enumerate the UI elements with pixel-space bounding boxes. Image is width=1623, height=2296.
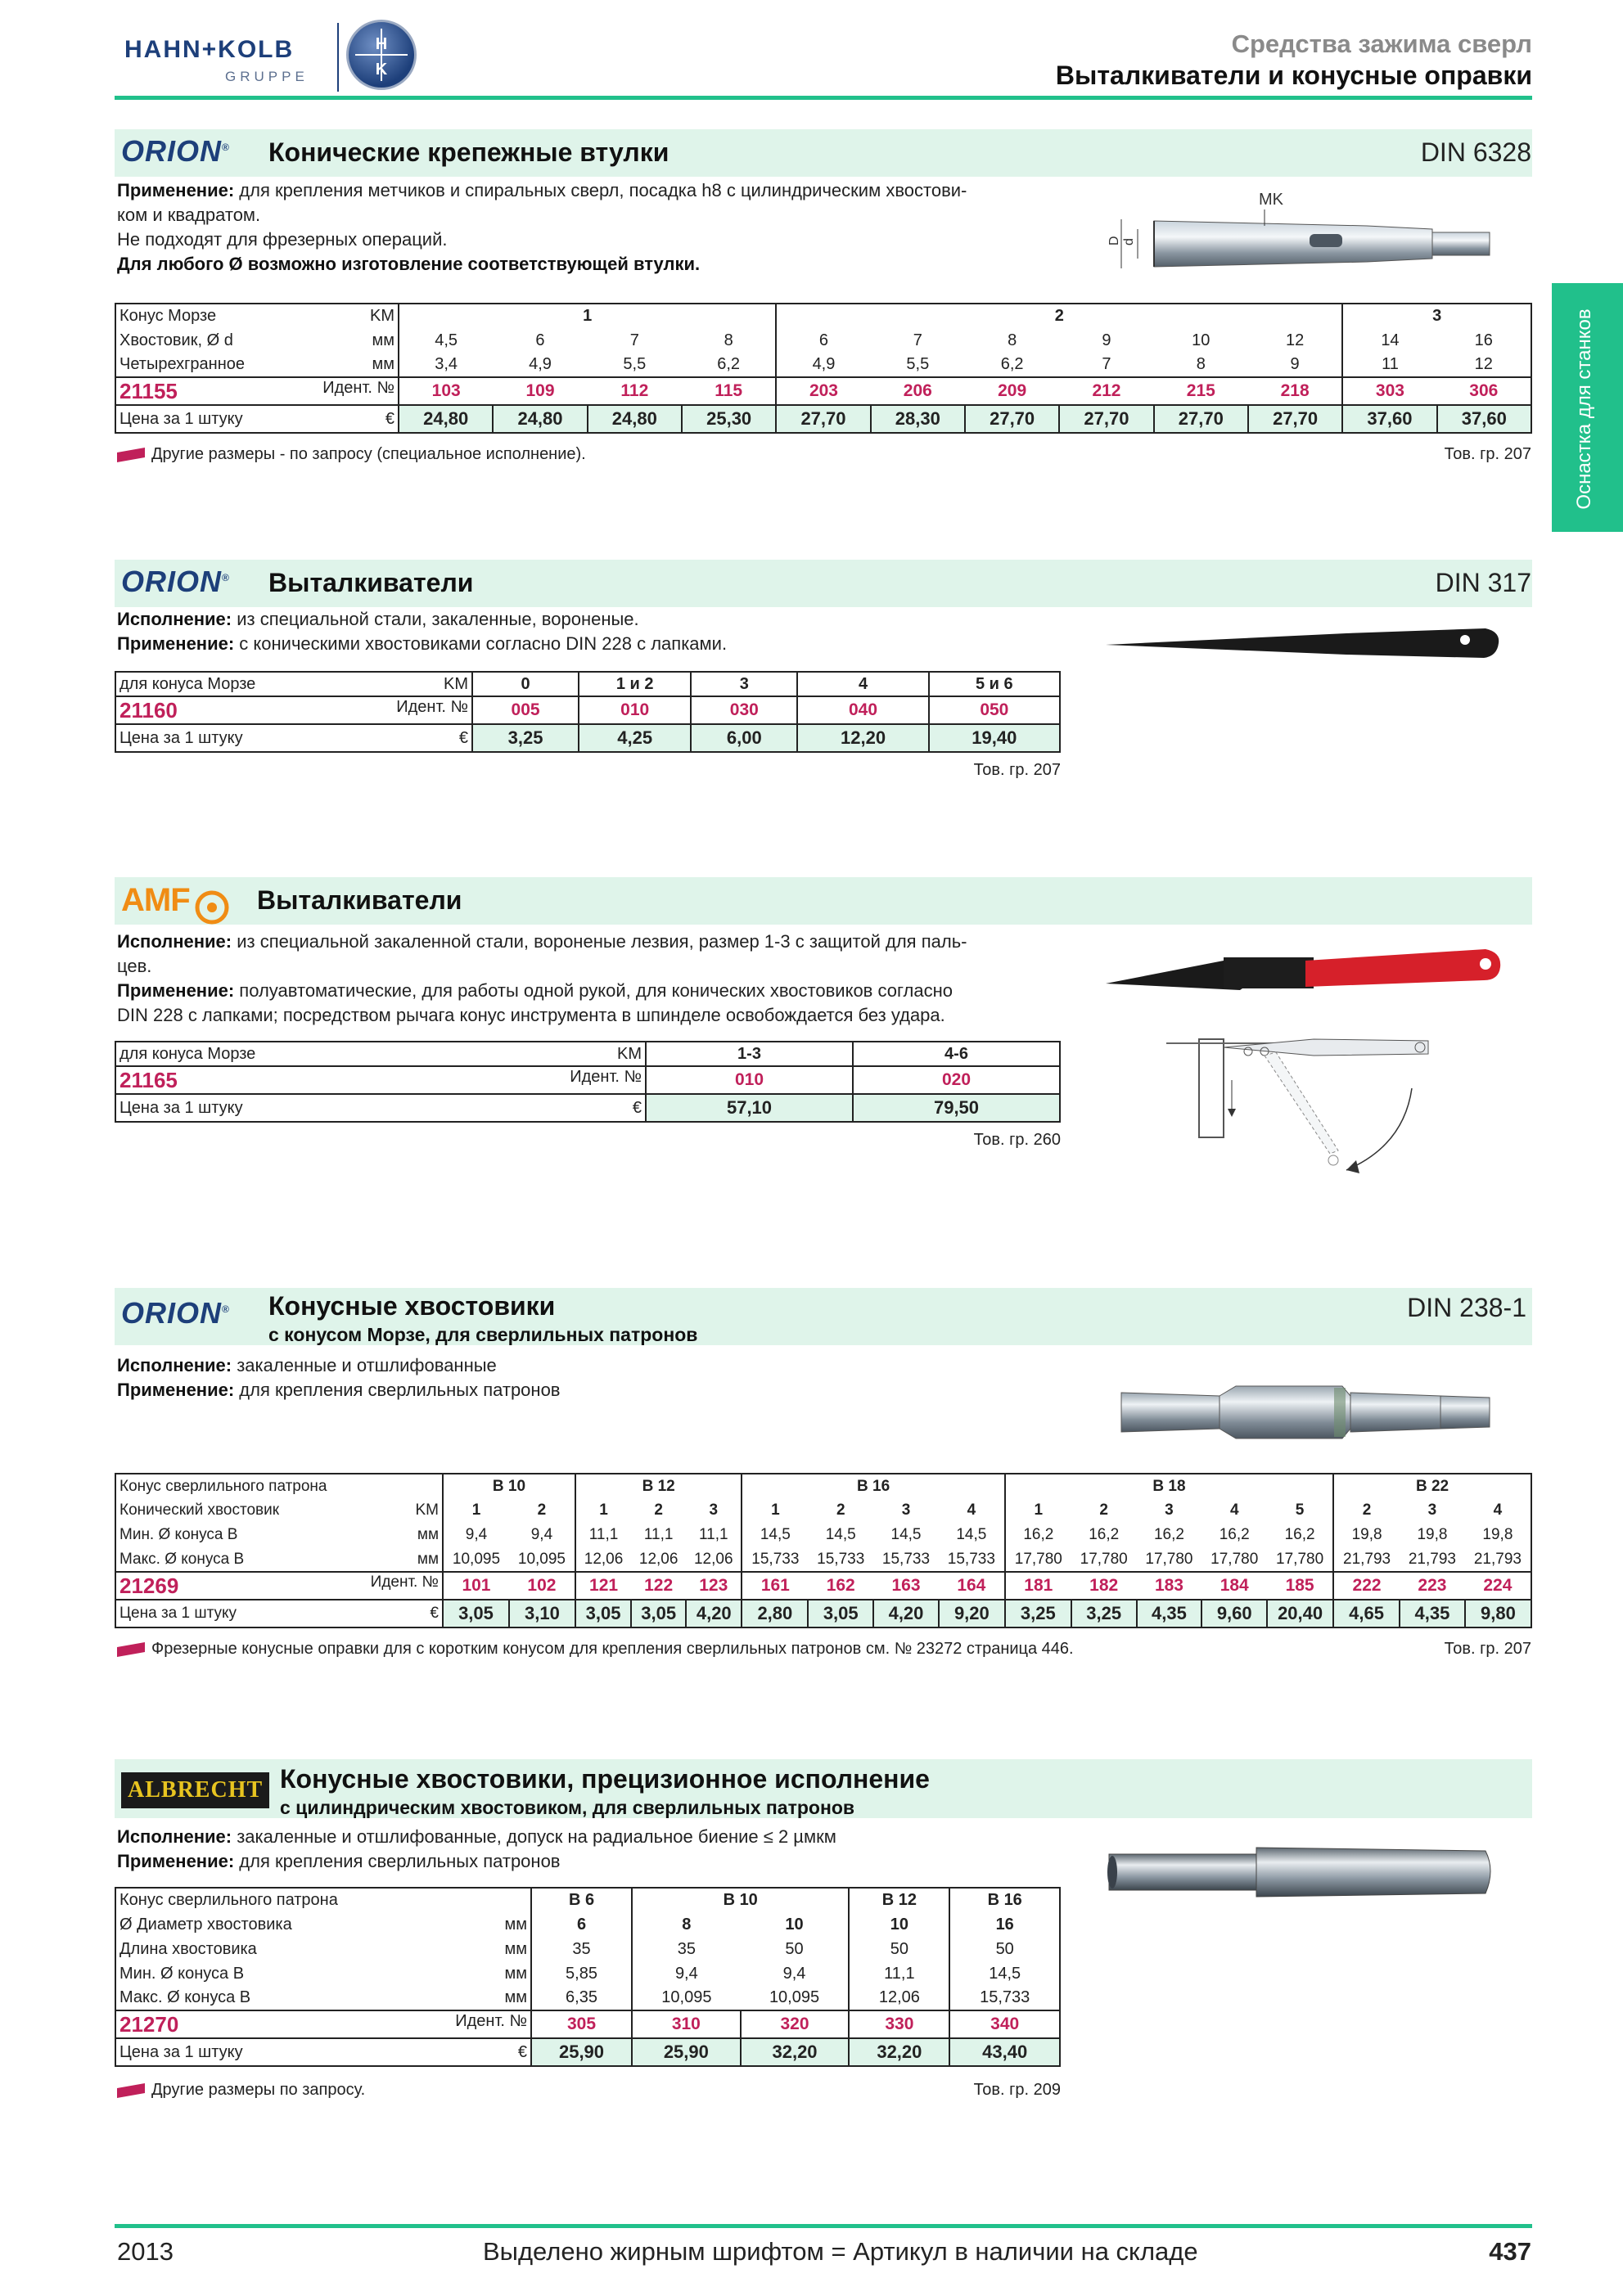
morse-taper-label: MK — [1259, 191, 1283, 209]
table-cell: 161 — [742, 1572, 808, 1600]
din-standard: DIN 6328 — [1420, 137, 1531, 167]
section-title: Выталкиватели — [257, 885, 462, 915]
price-row: Цена за 1 штуку € 57,10 79,50 — [115, 1094, 1060, 1122]
id-row — [115, 1572, 1531, 1600]
table-row: Макс. Ø конуса B мм 6,35 10,095 10,095 12,06 15,733 — [115, 1986, 1060, 2010]
table-cell: 17,780 — [1145, 1550, 1193, 1568]
table-cell: 21,793 — [1408, 1550, 1456, 1568]
id-row: 21160 Идент. № 005 010 030 040 050 — [115, 696, 1060, 724]
table-cell: 3,25 — [1071, 1600, 1137, 1627]
price-row: Цена за 1 штуку € 3,25 4,25 6,00 12,20 19,40 — [115, 724, 1060, 752]
table-cell: 5 — [1295, 1501, 1305, 1519]
product-group: Тов. гр. 207 — [973, 761, 1061, 779]
table-cell: 4,35 — [1400, 1600, 1465, 1627]
section-description: Исполнение: закаленные и отшлифованные Применение: для крепления сверлильных патронов — [117, 1355, 561, 1400]
table-cell: 11,1 — [575, 1523, 631, 1547]
table-cell: 4,20 — [686, 1600, 742, 1627]
table-cell: 102 — [527, 1576, 557, 1595]
table-cell: 185 — [1285, 1576, 1314, 1595]
table-cell: 3,05 — [575, 1600, 631, 1627]
product-group: Тов. гр. 260 — [973, 1131, 1061, 1149]
table-cell: 222 — [1333, 1572, 1400, 1600]
row-label: Цена за 1 штуку € — [119, 1605, 439, 1622]
row-label: Конус Морзе KM — [119, 307, 394, 325]
product-group: Тов. гр. 209 — [973, 2081, 1061, 2099]
table-cell: 3,05 — [631, 1600, 686, 1627]
section-description: Исполнение: закаленные и отшлифованные, допуск на радиальное биение ≤ 2 µмкм Применение: для крепления сверлильных патронов — [117, 1826, 836, 1871]
table-cell: 19,8 — [1333, 1523, 1400, 1547]
table-cell: 12,06 — [575, 1547, 631, 1572]
amf-gear-icon — [193, 889, 231, 926]
article-number: 21165 — [119, 1067, 178, 1092]
article-number: 21160 — [119, 697, 178, 723]
diameter-d-label: D — [1107, 236, 1121, 245]
taper-sleeve-drawing — [1097, 187, 1506, 301]
table-cell: 3,10 — [509, 1600, 575, 1627]
precision-arbor-drawing — [1101, 1830, 1502, 1911]
table-cell: 3,25 — [1005, 1600, 1071, 1627]
arbor-spec-table — [115, 1473, 1532, 1628]
table-cell: 3 — [901, 1501, 911, 1519]
table-cell: 16,2 — [1153, 1526, 1184, 1543]
table-note: Другие размеры по запросу. — [117, 2081, 365, 2100]
table-cell: 3 — [709, 1501, 719, 1519]
orion-brand-logo: ORION® — [121, 134, 230, 168]
company-logo: HAHN+KOLB — [124, 36, 295, 63]
table-cell: 19,8 — [1417, 1526, 1448, 1543]
table-cell: 9,80 — [1465, 1600, 1531, 1627]
table-cell: 3,05 — [443, 1600, 509, 1627]
table-cell: 16,2 — [1284, 1526, 1315, 1543]
row-label: 21269 Идент. № — [119, 1573, 439, 1598]
drift-spec-table — [115, 671, 1061, 753]
article-number: 21270 — [119, 2011, 179, 2037]
table-cell: 20,40 — [1267, 1600, 1333, 1627]
table-row: Конус сверлильного патрона B 6 B 10 B 12 B 16 — [115, 1888, 1060, 1912]
company-logo-sub: GRUPPE — [225, 69, 309, 84]
table-cell: 12,06 — [693, 1550, 733, 1568]
table-cell: 21,793 — [1473, 1550, 1522, 1568]
table-cell: 19,8 — [1482, 1526, 1513, 1543]
table-cell: 2 — [537, 1501, 547, 1519]
article-number: 21269 — [119, 1573, 179, 1598]
table-cell: 17,780 — [1276, 1550, 1324, 1568]
svg-text:K: K — [375, 61, 388, 79]
section-title: Конические крепежные втулки — [268, 137, 669, 167]
table-row — [115, 1523, 1531, 1547]
header — [115, 18, 1532, 100]
price-row: Цена за 1 штуку € 25,90 25,90 32,20 32,20 43,40 — [115, 2038, 1060, 2066]
svg-text:H: H — [375, 35, 388, 53]
table-cell: 4,35 — [1137, 1600, 1202, 1627]
table-cell: 123 — [699, 1576, 728, 1595]
table-cell: 9,4 — [530, 1526, 553, 1543]
row-label: Макс. Ø конуса B мм — [119, 1550, 439, 1568]
hk-emblem-icon — [346, 20, 417, 90]
table-cell: 3 — [1165, 1501, 1174, 1519]
table-cell: 12,06 — [638, 1550, 679, 1568]
table-cell: 122 — [644, 1576, 674, 1595]
table-cell: 4 — [967, 1501, 976, 1519]
side-tab-label: Оснастка для станков — [1573, 308, 1595, 510]
diameter-inner-label: d — [1122, 238, 1136, 245]
sleeve-spec-table — [115, 303, 1532, 434]
table-cell: 11,1 — [643, 1526, 674, 1543]
table-cell: 21,793 — [1333, 1547, 1400, 1572]
table-cell: 15,733 — [742, 1547, 808, 1572]
drift-drawing — [1101, 620, 1502, 669]
table-row: Ø Диаметр хвостовика мм 6 8 10 10 16 — [115, 1912, 1060, 1937]
table-cell: 15,733 — [881, 1550, 931, 1568]
table-cell: 11,1 — [698, 1526, 728, 1543]
table-cell: 182 — [1089, 1576, 1119, 1595]
km-group: 3 — [1342, 304, 1531, 328]
table-row — [115, 1547, 1531, 1572]
table-note: Фрезерные конусные оправки для с коротким конусом для крепления сверлильных патронов см. № 23272 страница 446. — [117, 1640, 1074, 1659]
table-row: Четырехгранное мм 3,4 4,9 5,5 6,2 4,9 5,5 6,2 7 8 9 11 12 — [115, 353, 1531, 377]
header-title: Выталкиватели и конусные оправки — [1055, 61, 1532, 90]
table-cell: 14,5 — [956, 1526, 987, 1543]
table-cell: 2 — [654, 1501, 663, 1519]
arbor-drawing — [1113, 1371, 1498, 1453]
table-row: Мин. Ø конуса B мм 5,85 9,4 9,4 11,1 14,5 — [115, 1961, 1060, 1986]
table-cell: 164 — [957, 1576, 986, 1595]
section-title: Конусные хвостовики, прецизионное исполнение — [280, 1764, 930, 1794]
table-cell: 4,20 — [873, 1600, 939, 1627]
side-tab — [1552, 283, 1623, 532]
product-group: Тов. гр. 207 — [1444, 445, 1531, 463]
table-cell: 1 — [742, 1498, 808, 1523]
table-cell: 10,095 — [517, 1550, 566, 1568]
table-cell: 9,4 — [443, 1523, 509, 1547]
table-cell: 14,5 — [890, 1526, 922, 1543]
table-row: для конуса Морзе KM 1-3 4-6 — [115, 1042, 1060, 1066]
km-group: 1 — [399, 304, 776, 328]
table-cell: 14,5 — [825, 1526, 856, 1543]
section-description: Исполнение: из специальной закаленной стали, вороненые лезвия, размер 1-3 с защитой для паль- цев. Применение: полуавтоматические, для работы одной рукой, для конических хвостовиков согласно DIN 228 с лапками; посредством рычага конус инструмента в шпинделе освобождается без удара. — [117, 931, 967, 1025]
arrow-icon — [117, 448, 145, 462]
section-subtitle: с цилиндрическим хвостовиком, для сверлильных патронов — [280, 1797, 855, 1818]
table-row: для конуса Морзе KM 0 1 и 2 3 4 5 и 6 — [115, 672, 1060, 696]
footer-legend: Выделено жирным шрифтом = Артикул в наличии на складе — [483, 2237, 1198, 2266]
arrow-icon — [117, 1642, 145, 1657]
din-standard: DIN 238-1 — [1407, 1293, 1526, 1322]
table-row: Хвостовик, Ø d мм 4,5 6 7 8 6 7 8 9 10 12 14 16 — [115, 328, 1531, 353]
page-number: 437 — [1489, 2237, 1531, 2266]
table-cell: 17,780 — [1005, 1547, 1071, 1572]
article-number: 21155 — [119, 378, 178, 403]
footer-year: 2013 — [117, 2237, 174, 2266]
table-cell: 10,095 — [443, 1547, 509, 1572]
table-cell: 2 — [1333, 1498, 1400, 1523]
table-row: Длина хвостовика мм 35 35 50 50 50 — [115, 1937, 1060, 1961]
logo-divider — [337, 23, 339, 92]
id-row: 21165 Идент. № 010 020 — [115, 1066, 1060, 1094]
price-row: Цена за 1 штуку € 24,80 24,80 24,80 25,30 27,70 28,30 27,70 27,70 27,70 27,70 37,60 37,60 — [115, 405, 1531, 433]
table-cell: 9,60 — [1201, 1600, 1267, 1627]
table-cell: 3 — [1427, 1501, 1437, 1519]
table-cell: 2 — [1099, 1501, 1108, 1519]
table-cell: 2 — [836, 1501, 845, 1519]
row-label: Мин. Ø конуса B мм — [119, 1526, 439, 1543]
ejector-drawing — [1101, 941, 1510, 1186]
table-cell: 17,780 — [1210, 1550, 1259, 1568]
orion-brand-logo: ORION® — [121, 565, 230, 598]
price-row — [115, 1600, 1531, 1627]
table-cell: 4,65 — [1333, 1600, 1400, 1627]
table-cell: 16,2 — [1219, 1526, 1250, 1543]
id-row: 21270 Идент. № 305 310 320 330 340 — [115, 2010, 1060, 2038]
product-group: Тов. гр. 207 — [1444, 1640, 1531, 1658]
table-cell: 14,5 — [742, 1523, 808, 1547]
table-cell: 223 — [1418, 1576, 1447, 1595]
table-cell: 121 — [575, 1572, 631, 1600]
table-cell: 224 — [1483, 1576, 1513, 1595]
section-title: Конусные хвостовики — [268, 1291, 556, 1321]
table-cell: 181 — [1005, 1572, 1071, 1600]
arrow-icon — [117, 2083, 145, 2098]
table-cell: 3,05 — [808, 1600, 873, 1627]
ejector-spec-table — [115, 1041, 1061, 1123]
table-cell: 1 — [1005, 1498, 1071, 1523]
table-cell: 4 — [1229, 1501, 1239, 1519]
table-cell: 17,780 — [1080, 1550, 1128, 1568]
section-description: Применение: для крепления метчиков и спиральных сверл, посадка h8 с цилиндрическим хвостови- ком и квадратом. Не подходят для фрезерных операций. Для любого Ø возможно изготовление соответствующей втулки. — [117, 180, 967, 274]
header-rule — [115, 96, 1532, 100]
table-cell: 183 — [1154, 1576, 1183, 1595]
id-row: 21155 Идент. № 103 109 112 115 203 206 209 212 215 218 303 306 — [115, 377, 1531, 405]
table-cell: 9,20 — [939, 1600, 1005, 1627]
table-row — [115, 1498, 1531, 1523]
section-description: Исполнение: из специальной стали, закаленные, вороненые. Применение: с коническими хвостовиками согласно DIN 228 с лапками. — [117, 609, 728, 654]
orion-brand-logo: ORION® — [121, 1296, 230, 1330]
precision-arbor-table — [115, 1887, 1061, 2067]
table-cell: 16,2 — [1005, 1523, 1071, 1547]
amf-brand-logo: AMF — [121, 882, 231, 926]
albrecht-brand-logo: ALBRECHT — [121, 1772, 269, 1808]
din-standard: DIN 317 — [1435, 568, 1531, 597]
section-title: Выталкиватели — [268, 568, 474, 597]
table-cell: 184 — [1220, 1576, 1249, 1595]
table-cell: 162 — [826, 1576, 855, 1595]
table-cell: 16,2 — [1089, 1526, 1120, 1543]
table-cell: 1 — [575, 1498, 631, 1523]
table-cell: 15,733 — [947, 1550, 995, 1568]
km-group: 2 — [776, 304, 1342, 328]
footer-rule — [115, 2224, 1532, 2228]
table-row: Конус сверлильного патрона B 10 B 12 B 16 B 18 B 22 — [115, 1474, 1531, 1498]
table-cell: 101 — [443, 1572, 509, 1600]
header-subtitle: Средства зажима сверл — [1231, 29, 1532, 58]
table-cell: 1 — [443, 1498, 509, 1523]
row-label: Конический хвостовик KM — [119, 1501, 439, 1519]
table-cell: 2,80 — [742, 1600, 808, 1627]
table-cell: 4 — [1493, 1501, 1503, 1519]
table-note: Другие размеры - по запросу (специальное исполнение). — [117, 445, 586, 464]
section-subtitle: с конусом Морзе, для сверлильных патронов — [268, 1324, 698, 1345]
table-cell: 15,733 — [817, 1550, 865, 1568]
table-cell: 163 — [891, 1576, 921, 1595]
